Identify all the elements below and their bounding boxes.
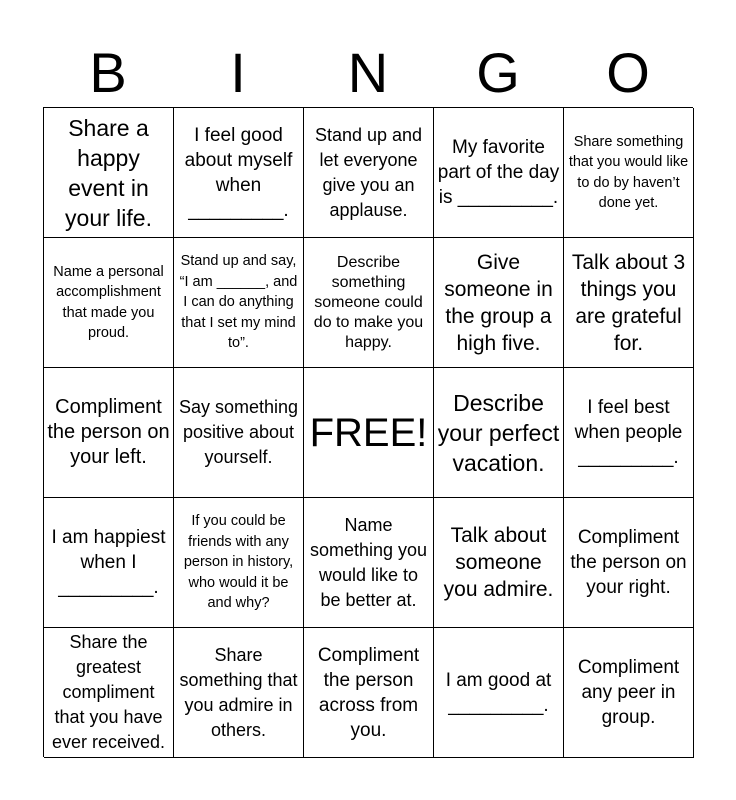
cell-text: Compliment the person on your left.	[47, 396, 170, 468]
cell-text: If you could be friends with any person in history, who would it be and why?	[183, 513, 294, 612]
cell-text: I am happiest when I _________.	[51, 527, 166, 598]
cell-text: Share something that you admire in others.	[179, 644, 298, 740]
cell-text: Name something you would like to be better at.	[309, 514, 428, 610]
cell-text: Describe your perfect vacation.	[437, 389, 560, 476]
bingo-cell[interactable]	[434, 628, 564, 758]
bingo-cell[interactable]	[434, 108, 564, 238]
cell-text: Compliment any peer in group.	[577, 657, 680, 728]
bingo-cell[interactable]	[434, 368, 564, 498]
bingo-cell[interactable]	[174, 368, 304, 498]
cell-text: I feel good about myself when _________.	[184, 124, 293, 221]
cell-text: I am good at _________.	[445, 669, 552, 716]
cell-text: Compliment the person across from you.	[317, 644, 420, 741]
bingo-cell[interactable]	[564, 498, 694, 628]
bingo-cell[interactable]	[434, 238, 564, 368]
header-letter-i: I	[230, 41, 246, 104]
bingo-cell[interactable]	[304, 498, 434, 628]
cell-text: Give someone in the group a high five.	[444, 250, 553, 355]
bingo-cell[interactable]	[434, 498, 564, 628]
cell-text: Describe something someone could do to make you happy.	[313, 253, 424, 351]
cell-text: Name a personal accomplishment that made you proud.	[53, 263, 164, 341]
bingo-cell[interactable]	[304, 108, 434, 238]
bingo-cell[interactable]	[44, 238, 174, 368]
bingo-board	[43, 107, 693, 757]
bingo-cell[interactable]	[564, 238, 694, 368]
cell-text: Stand up and let everyone give you an applause.	[314, 124, 423, 220]
bingo-cell[interactable]	[174, 238, 304, 368]
header-letter-o: O	[606, 41, 650, 104]
cell-text: Share something that you would like to do by haven’t done yet.	[568, 133, 689, 211]
cell-text: Say something positive about yourself.	[178, 397, 299, 467]
bingo-cell[interactable]	[304, 628, 434, 758]
bingo-cell[interactable]	[564, 108, 694, 238]
cell-text: Talk about someone you admire.	[443, 524, 554, 601]
bingo-cell[interactable]	[304, 238, 434, 368]
bingo-cell[interactable]	[174, 498, 304, 628]
cell-text: My favorite part of the day is _________.	[437, 137, 560, 208]
cell-text: Compliment the person on your right.	[570, 527, 687, 598]
bingo-cell[interactable]	[44, 628, 174, 758]
cell-text: Share a happy event in your life.	[65, 114, 152, 231]
bingo-header	[43, 40, 693, 106]
cell-text: I feel best when people _________.	[574, 397, 683, 468]
bingo-cell[interactable]	[44, 368, 174, 498]
free-space-label: FREE!	[309, 410, 428, 455]
cell-text: Stand up and say, “I am ______, and I can do anything that I set my mind to”.	[179, 253, 298, 352]
free-space[interactable]	[304, 368, 434, 498]
header-letter-b: B	[89, 41, 127, 104]
bingo-cell[interactable]	[174, 628, 304, 758]
cell-text: Share the greatest compliment that you have ever received.	[51, 632, 166, 752]
header-letter-g: G	[476, 41, 520, 104]
bingo-cell[interactable]	[44, 498, 174, 628]
bingo-cell[interactable]	[564, 368, 694, 498]
bingo-cell[interactable]	[44, 108, 174, 238]
bingo-cell[interactable]	[564, 628, 694, 758]
header-letter-n: N	[347, 41, 389, 104]
cell-text: Talk about 3 things you are grateful for.	[571, 250, 686, 355]
bingo-cell[interactable]	[174, 108, 304, 238]
